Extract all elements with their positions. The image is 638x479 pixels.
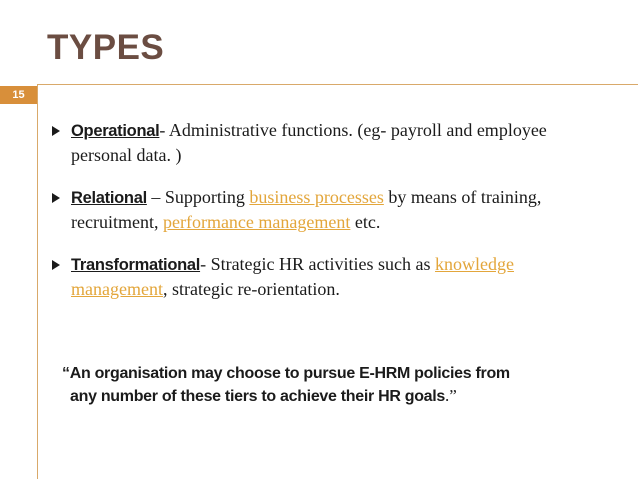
quote-line-2-wrap xyxy=(62,385,602,408)
arrow-bullet-icon xyxy=(52,193,60,203)
quote xyxy=(62,362,602,408)
quote-open-mark: “ xyxy=(62,365,70,382)
term-operational: Operational xyxy=(71,122,160,140)
left-divider xyxy=(37,84,38,479)
bullet-list xyxy=(50,118,610,319)
link-business-processes[interactable]: business processes xyxy=(249,187,384,207)
slide-number: 15 xyxy=(0,86,37,104)
bullet-transformational xyxy=(50,252,610,301)
link-performance-management[interactable]: performance management xyxy=(162,212,351,232)
bullet-text: , strategic re-orientation. xyxy=(162,279,340,299)
bullet-relational xyxy=(50,185,610,234)
title-divider xyxy=(37,84,638,85)
bullet-text: etc. xyxy=(350,212,381,232)
term-relational: Relational xyxy=(71,189,147,207)
slide-title: TYPES xyxy=(47,28,165,67)
quote-close-mark: .” xyxy=(445,386,457,405)
term-transformational: Transformational xyxy=(71,256,201,274)
term-separator: - xyxy=(200,254,207,274)
bullet-text: by means of training, recruitment, xyxy=(71,187,542,232)
term-separator: - xyxy=(159,120,166,140)
arrow-bullet-icon xyxy=(52,260,60,270)
quote-line-2: any number of these tiers to achieve their HR goals xyxy=(70,388,446,405)
term-separator: – xyxy=(146,187,165,207)
bullet-text: Administrative functions. (eg- payroll and employee personal data. ) xyxy=(71,120,547,165)
quote-line-1: An organisation may choose to pursue E-HRM policies from xyxy=(69,365,510,382)
link-knowledge-management[interactable]: knowledge management xyxy=(71,254,514,299)
bullet-text: Supporting xyxy=(164,187,250,207)
arrow-bullet-icon xyxy=(52,126,60,136)
bullet-operational xyxy=(50,118,610,167)
bullet-text: Strategic HR activities such as xyxy=(206,254,436,274)
